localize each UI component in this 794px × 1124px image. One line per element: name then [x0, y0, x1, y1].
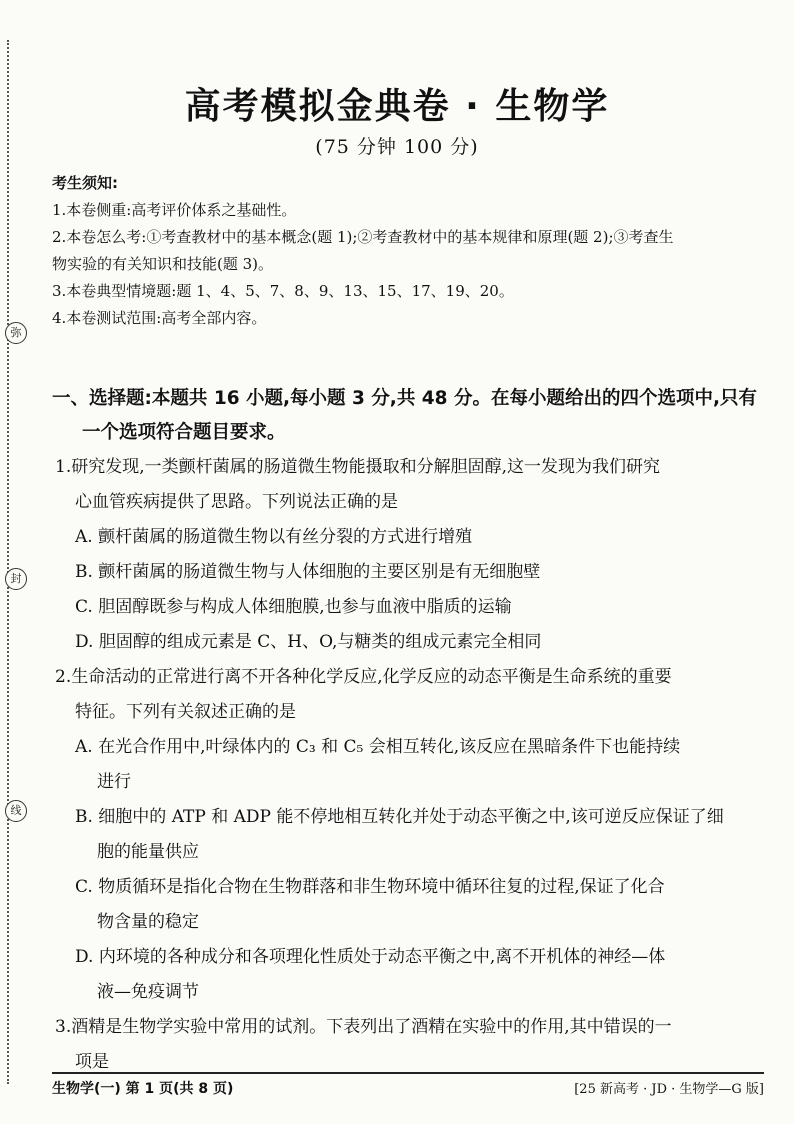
section-heading-line-2: 一个选项符合题目要求。	[82, 422, 286, 443]
question-stem-continuation: 特征。下列有关叙述正确的是	[75, 702, 296, 722]
question-2	[55, 660, 775, 1010]
option-a: A. 颤杆菌属的肠道微生物以有丝分裂的方式进行增殖	[75, 527, 473, 547]
option-c	[55, 870, 775, 940]
binding-mark-seal-3: 线	[5, 800, 27, 822]
question-3	[55, 1010, 775, 1080]
option-text: A. 在光合作用中,叶绿体内的 C₃ 和 C₅ 会相互转化,该反应在黑暗条件下也能持续	[75, 737, 681, 757]
notice-item-text: 4.本卷测试范围:高考全部内容。	[52, 309, 267, 327]
candidate-notice	[52, 170, 772, 332]
option-c: C. 胆固醇既参与构成人体细胞膜,也参与血液中脂质的运输	[75, 597, 512, 617]
page-subtitle: (75 分钟 100 分)	[315, 136, 479, 158]
notice-item	[52, 197, 772, 224]
question-stem-continuation: 心血管疾病提供了思路。下列说法正确的是	[75, 492, 398, 512]
page-title: 高考模拟金典卷 · 生物学	[184, 86, 610, 127]
option-d	[55, 940, 775, 1010]
option-continuation: 液—免疫调节	[97, 982, 199, 1002]
notice-item-text: 1.本卷侧重:高考评价体系之基础性。	[52, 201, 297, 219]
question-stem	[55, 1010, 775, 1080]
option-continuation: 物含量的稳定	[97, 912, 199, 932]
option-continuation: 胞的能量供应	[97, 842, 199, 862]
option-b	[55, 800, 775, 870]
question-list	[55, 450, 775, 1080]
question-stem-continuation: 项是	[75, 1052, 109, 1072]
notice-item-continuation: 物实验的有关知识和技能(题 3)。	[52, 255, 274, 273]
option-text: C. 物质循环是指化合物在生物群落和非生物环境中循环往复的过程,保证了化合	[75, 877, 665, 897]
option-a	[55, 730, 775, 800]
question-1	[55, 450, 775, 660]
question-stem-text: 1.研究发现,一类颤杆菌属的肠道微生物能摄取和分解胆固醇,这一发现为我们研究	[55, 457, 661, 477]
notice-item	[52, 305, 772, 332]
question-stem	[55, 660, 775, 730]
question-stem-text: 3.酒精是生物学实验中常用的试剂。下表列出了酒精在实验中的作用,其中错误的一	[55, 1017, 672, 1037]
section-heading	[52, 382, 778, 450]
notice-heading: 考生须知:	[52, 174, 118, 192]
option-text: B. 细胞中的 ATP 和 ADP 能不停地相互转化并处于动态平衡之中,该可逆反应保证了细	[75, 807, 724, 827]
notice-item	[52, 278, 772, 305]
footer-edition: [25 新高考 · JD · 生物学—G 版]	[574, 1082, 764, 1097]
question-stem-text: 2.生命活动的正常进行离不开各种化学反应,化学反应的动态平衡是生命系统的重要	[55, 667, 672, 687]
option-b: B. 颤杆菌属的肠道微生物与人体细胞的主要区别是有无细胞壁	[75, 562, 541, 582]
notice-item-text: 2.本卷怎么考:①考查教材中的基本概念(题 1);②考查教材中的基本规律和原理(题 2);③考查生	[52, 228, 674, 246]
notice-item	[52, 224, 772, 278]
option-d: D. 胆固醇的组成元素是 C、H、O,与糖类的组成元素完全相同	[75, 632, 542, 652]
option-continuation: 进行	[97, 772, 131, 792]
binding-mark-seal-1: 弥	[5, 322, 27, 344]
binding-mark-seal-2: 封	[5, 568, 27, 590]
section-heading-line-1: 一、选择题:本题共 16 小题,每小题 3 分,共 48 分。在每小题给出的四个选项中,只有	[52, 388, 757, 409]
binding-margin	[7, 40, 22, 1084]
option-text: D. 内环境的各种成分和各项理化性质处于动态平衡之中,离不开机体的神经—体	[75, 947, 666, 967]
notice-item-text: 3.本卷典型情境题:题 1、4、5、7、8、9、13、15、17、19、20。	[52, 282, 514, 300]
footer-page-info: 生物学(一) 第 1 页(共 8 页)	[52, 1081, 234, 1097]
question-stem	[55, 450, 775, 520]
page-footer	[52, 1072, 764, 1098]
